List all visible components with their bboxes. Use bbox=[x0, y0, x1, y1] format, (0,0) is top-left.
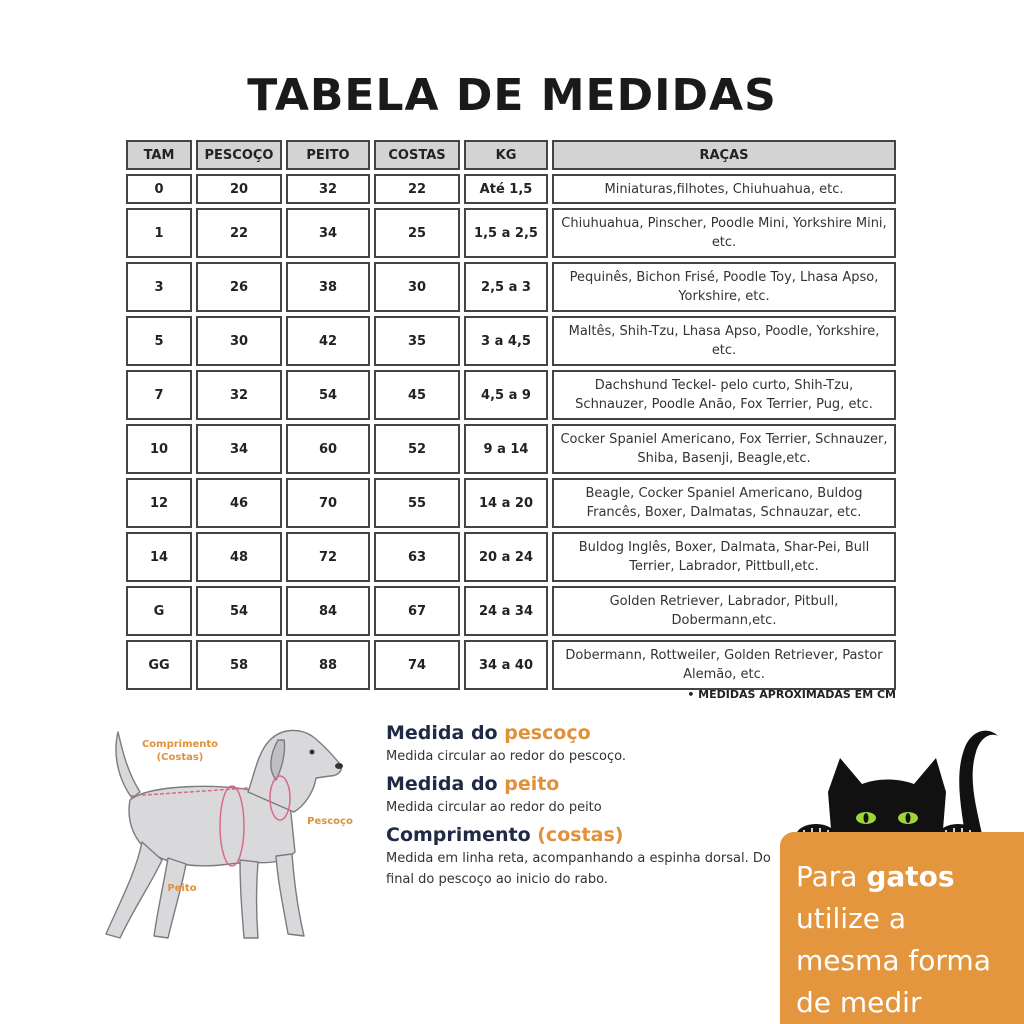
length-description: Medida em linha reta, acompanhando a espinha dorsal. Do final do pescoço ao inicio do rabo. bbox=[386, 851, 771, 887]
cell-kg: 3 a 4,5 bbox=[464, 316, 548, 366]
cell-tam: 14 bbox=[126, 532, 192, 582]
cell-racas: Cocker Spaniel Americano, Fox Terrier, Schnauzer, Shiba, Basenji, Beagle,etc. bbox=[552, 424, 896, 474]
cell-racas: Dobermann, Rottweiler, Golden Retriever, Pastor Alemão, etc. bbox=[552, 640, 896, 690]
cell-costas: 45 bbox=[374, 370, 460, 420]
dog-label-chest: Peito bbox=[167, 883, 197, 894]
cell-kg: Até 1,5 bbox=[464, 174, 548, 204]
table-row bbox=[126, 586, 896, 636]
chest-heading: Medida do peito bbox=[386, 773, 560, 795]
cell-peito: 60 bbox=[286, 424, 370, 474]
header-tam: TAM bbox=[126, 140, 192, 170]
cell-pescoco: 26 bbox=[196, 262, 282, 312]
measurement-instructions bbox=[386, 716, 776, 890]
cell-racas: Dachshund Teckel- pelo curto, Shih-Tzu, Schnauzer, Poodle Anão, Fox Terrier, Pug, etc. bbox=[552, 370, 896, 420]
cell-kg: 1,5 a 2,5 bbox=[464, 208, 548, 258]
header-kg: KG bbox=[464, 140, 548, 170]
cell-tam: 12 bbox=[126, 478, 192, 528]
table-row bbox=[126, 370, 896, 420]
cell-peito: 72 bbox=[286, 532, 370, 582]
table-row bbox=[126, 532, 896, 582]
cell-pescoco: 30 bbox=[196, 316, 282, 366]
cell-racas: Pequinês, Bichon Frisé, Poodle Toy, Lhasa Apso, Yorkshire, etc. bbox=[552, 262, 896, 312]
cell-kg: 4,5 a 9 bbox=[464, 370, 548, 420]
cell-peito: 84 bbox=[286, 586, 370, 636]
cell-costas: 35 bbox=[374, 316, 460, 366]
cell-pescoco: 48 bbox=[196, 532, 282, 582]
cat-note-line1: Para gatos bbox=[796, 860, 955, 893]
cell-pescoco: 54 bbox=[196, 586, 282, 636]
cell-costas: 22 bbox=[374, 174, 460, 204]
table-row bbox=[126, 262, 896, 312]
cell-kg: 24 a 34 bbox=[464, 586, 548, 636]
cell-costas: 52 bbox=[374, 424, 460, 474]
chest-description: Medida circular ao redor do peito bbox=[386, 800, 602, 815]
cell-tam: 1 bbox=[126, 208, 192, 258]
cell-peito: 88 bbox=[286, 640, 370, 690]
cell-costas: 30 bbox=[374, 262, 460, 312]
size-table bbox=[122, 136, 900, 694]
neck-description: Medida circular ao redor do pescoço. bbox=[386, 749, 626, 764]
cell-costas: 67 bbox=[374, 586, 460, 636]
length-heading: Comprimento (costas) bbox=[386, 824, 624, 846]
cat-note-box bbox=[780, 832, 1024, 1024]
cell-racas: Buldog Inglês, Boxer, Dalmata, Shar-Pei, Bull Terrier, Labrador, Pittbull,etc. bbox=[552, 532, 896, 582]
cell-pescoco: 34 bbox=[196, 424, 282, 474]
header-peito: PEITO bbox=[286, 140, 370, 170]
cell-pescoco: 46 bbox=[196, 478, 282, 528]
cell-tam: G bbox=[126, 586, 192, 636]
cell-peito: 70 bbox=[286, 478, 370, 528]
cell-pescoco: 32 bbox=[196, 370, 282, 420]
table-header-row bbox=[126, 140, 896, 170]
cell-pescoco: 20 bbox=[196, 174, 282, 204]
table-row bbox=[126, 640, 896, 690]
cell-tam: 5 bbox=[126, 316, 192, 366]
cell-kg: 14 a 20 bbox=[464, 478, 548, 528]
cell-racas: Maltês, Shih-Tzu, Lhasa Apso, Poodle, Yorkshire, etc. bbox=[552, 316, 896, 366]
cell-costas: 74 bbox=[374, 640, 460, 690]
cell-tam: 0 bbox=[126, 174, 192, 204]
dog-label-length: Comprimento (Costas) bbox=[141, 739, 219, 763]
page-title: TABELA DE MEDIDAS bbox=[247, 70, 777, 121]
cell-kg: 9 a 14 bbox=[464, 424, 548, 474]
table-row bbox=[126, 316, 896, 366]
cell-costas: 25 bbox=[374, 208, 460, 258]
cell-peito: 32 bbox=[286, 174, 370, 204]
cell-tam: 3 bbox=[126, 262, 192, 312]
cell-pescoco: 58 bbox=[196, 640, 282, 690]
table-row bbox=[126, 478, 896, 528]
cat-note-line3: mesma forma bbox=[796, 944, 991, 977]
cell-tam: GG bbox=[126, 640, 192, 690]
cell-kg: 20 a 24 bbox=[464, 532, 548, 582]
cell-racas: Miniaturas,filhotes, Chiuhuahua, etc. bbox=[552, 174, 896, 204]
cell-tam: 10 bbox=[126, 424, 192, 474]
cell-tam: 7 bbox=[126, 370, 192, 420]
cell-kg: 2,5 a 3 bbox=[464, 262, 548, 312]
cell-peito: 54 bbox=[286, 370, 370, 420]
measurement-note: • MEDIDAS APROXIMADAS EM CM bbox=[687, 688, 896, 701]
table-row bbox=[126, 208, 896, 258]
neck-heading: Medida do pescoço bbox=[386, 722, 591, 744]
cell-pescoco: 22 bbox=[196, 208, 282, 258]
cell-costas: 63 bbox=[374, 532, 460, 582]
cell-peito: 38 bbox=[286, 262, 370, 312]
cell-racas: Golden Retriever, Labrador, Pitbull, Dobermann,etc. bbox=[552, 586, 896, 636]
dog-label-neck: Pescoço bbox=[307, 816, 353, 827]
cell-racas: Chiuhuahua, Pinscher, Poodle Mini, Yorkshire Mini, etc. bbox=[552, 208, 896, 258]
table-row bbox=[126, 424, 896, 474]
header-costas: COSTAS bbox=[374, 140, 460, 170]
cell-peito: 42 bbox=[286, 316, 370, 366]
header-racas: RAÇAS bbox=[552, 140, 896, 170]
cell-racas: Beagle, Cocker Spaniel Americano, Buldog Francês, Boxer, Dalmatas, Schnauzar, etc. bbox=[552, 478, 896, 528]
table-row bbox=[126, 174, 896, 204]
cell-peito: 34 bbox=[286, 208, 370, 258]
black-cat-icon bbox=[790, 722, 1024, 842]
cell-costas: 55 bbox=[374, 478, 460, 528]
cat-note-line2: utilize a bbox=[796, 902, 907, 935]
cell-kg: 34 a 40 bbox=[464, 640, 548, 690]
header-pescoco: PESCOÇO bbox=[196, 140, 282, 170]
cat-note-line4: de medir bbox=[796, 986, 922, 1019]
